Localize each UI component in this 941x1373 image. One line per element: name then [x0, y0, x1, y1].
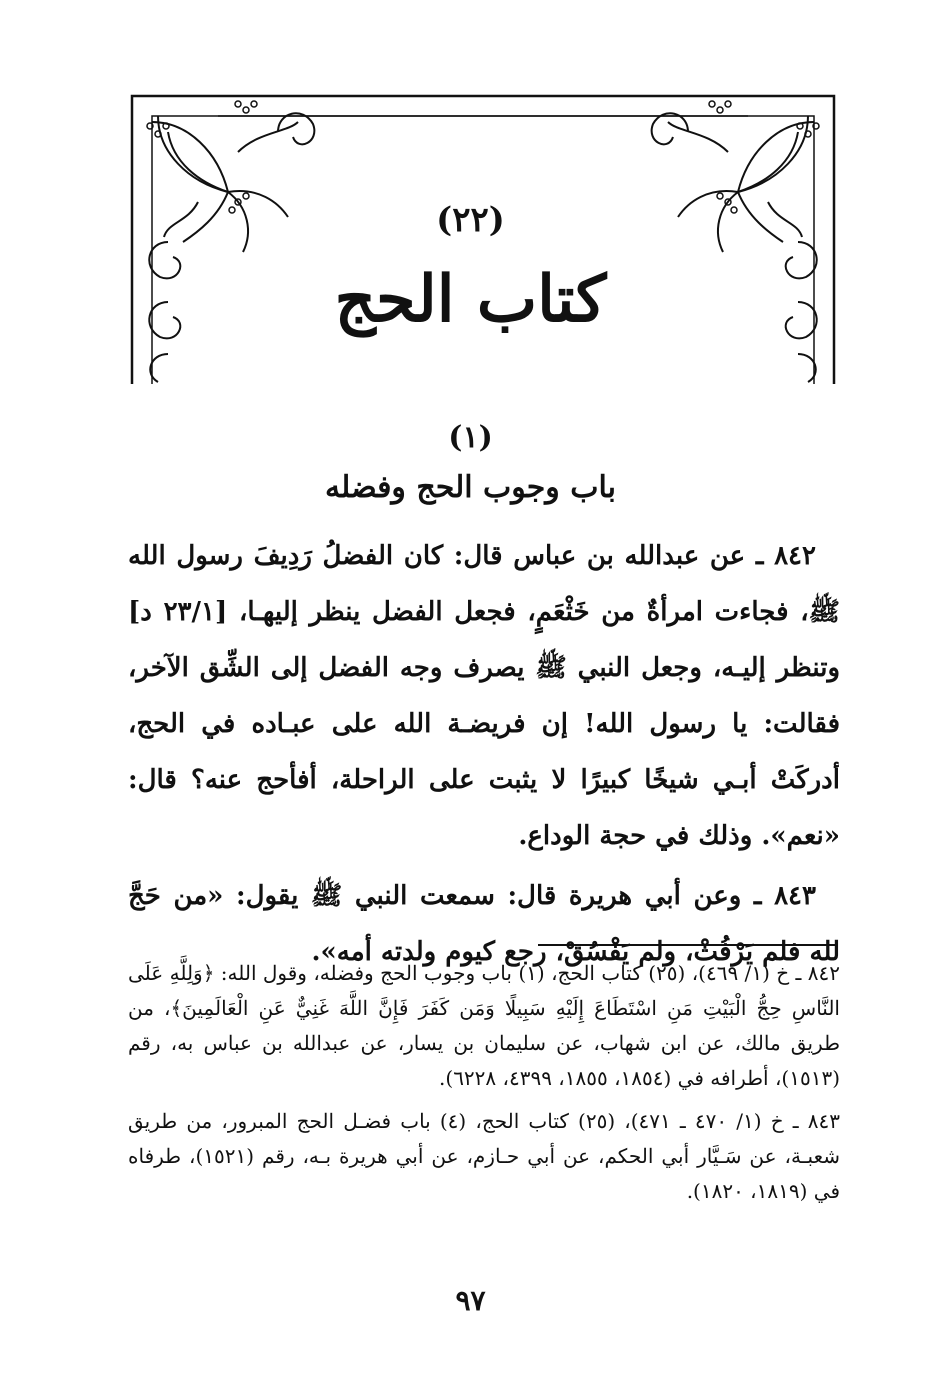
- hadith-842: ٨٤٢ ـ عن عبدالله بن عباس قال: كان الفضلُ رَدِيفَ رسول الله ﷺ، فجاءت امرأةٌ من خَثْعَمٍ، فجعل الفضل ينظر إليهـا، [٢٣/١ د] وتنظر إليـه، وجعل النبي ﷺ يصرف وجه الفضل إلى الشِّق الآخر، فقالت: يا رسول الله! إن فريضـة الله على عبـاده في الحج، أدركَتْ أبـي شيخًا كبيرًا لا يثبت على الراحلة، أفأحج عنه؟ قال: «نعم». وذلك في حجة الوداع.: [128, 541, 840, 851]
- hadith-body: [128, 528, 840, 984]
- footnote-divider: [538, 944, 838, 946]
- chapter-number: (١): [448, 420, 493, 455]
- book-title: كتاب الحج: [334, 262, 607, 337]
- footnote-843: ٨٤٣ ـ خ (١/ ٤٧٠ ـ ٤٧١)، (٢٥) كتاب الحج، (٤) باب فضـل الحج المبرور، من طريق شعبـة، عن سَـيَّار أبي الحكم، عن أبي حـازم، عن أبي هريرة بـه، رقم (١٥٢١)، طرفاه في (١٨١٩، ١٨٢٠).: [128, 1109, 841, 1203]
- book-number: (٢٢): [436, 200, 505, 240]
- hadith-843: ٨٤٣ ـ وعن أبي هريرة قال: سمعت النبي ﷺ يقول: «من حَجَّ لله فلم يَرْفُثْ، ولم يَفْسُقْ، رجع كيوم ولدته أمه».: [128, 881, 840, 967]
- chapter-title: باب وجوب الحج وفضله: [325, 470, 616, 505]
- footnote-842: ٨٤٢ ـ خ (١/ ٤٦٩)، (٢٥) كتاب الحج، (١) باب وجوب الحج وفضله، وقول الله: ﴿وَلِلَّهِ عَلَى النَّاسِ حِجُّ الْبَيْتِ مَنِ اسْتَطَاعَ إِلَيْهِ سَبِيلًا وَمَن كَفَرَ فَإِنَّ اللَّهَ غَنِيٌّ عَنِ الْعَالَمِينَ﴾، من طريق مالك، عن ابن شهاب، عن سليمان بن يسار، عن عبدالله بن عباس به، رقم (١٥١٣)، أطرافه في (١٨٥٤، ١٨٥٥، ٤٣٩٩، ٦٢٢٨).: [128, 961, 840, 1090]
- footnotes: [128, 956, 840, 1217]
- page-number: ٩٧: [455, 1284, 486, 1317]
